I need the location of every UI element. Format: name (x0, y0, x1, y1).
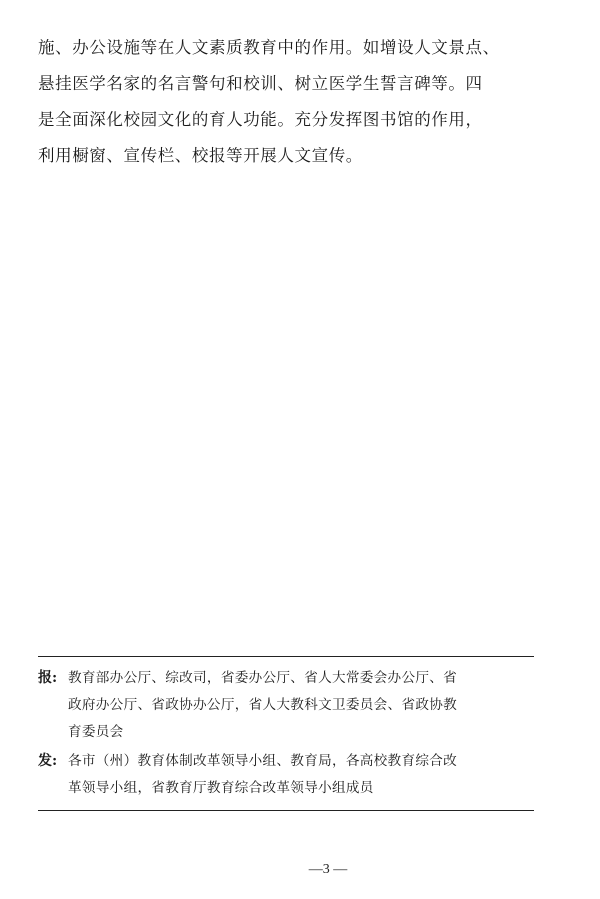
report-to-line: 教育部办公厅、综改司，省委办公厅、省人大常委会办公厅、省 (68, 670, 458, 686)
send-to-line: 各市（州）教育体制改革领导小组、教育局，各高校教育综合改 (68, 753, 458, 769)
page-number (0, 862, 600, 878)
report-to-line: 育委员会 (68, 724, 124, 740)
page-number-text: —3 — (308, 862, 348, 877)
send-to-recipients (68, 748, 534, 802)
send-to-line: 革领导小组，省教育厅教育综合改革领导小组成员 (68, 780, 374, 796)
body-line: 悬挂医学名家的名言警句和校训、树立医学生誓言碑等。四 (38, 74, 483, 93)
report-to-recipients (68, 665, 534, 746)
report-to-label: 报: (38, 670, 58, 686)
body-line: 施、办公设施等在人文素质教育中的作用。如增设人文景点、 (38, 38, 500, 57)
body-line: 利用橱窗、宣传栏、校报等开展人文宣传。 (38, 146, 363, 165)
body-line: 是全面深化校园文化的育人功能。充分发挥图书馆的作用， (38, 110, 483, 129)
send-to-label: 发: (38, 753, 58, 769)
report-to-line: 政府办公厅、省政协办公厅，省人大教科文卫委员会、省政协教 (68, 697, 458, 713)
send-to-section (38, 748, 534, 802)
body-paragraph (38, 30, 558, 174)
report-to-section (38, 665, 534, 746)
distribution-list (38, 656, 534, 811)
